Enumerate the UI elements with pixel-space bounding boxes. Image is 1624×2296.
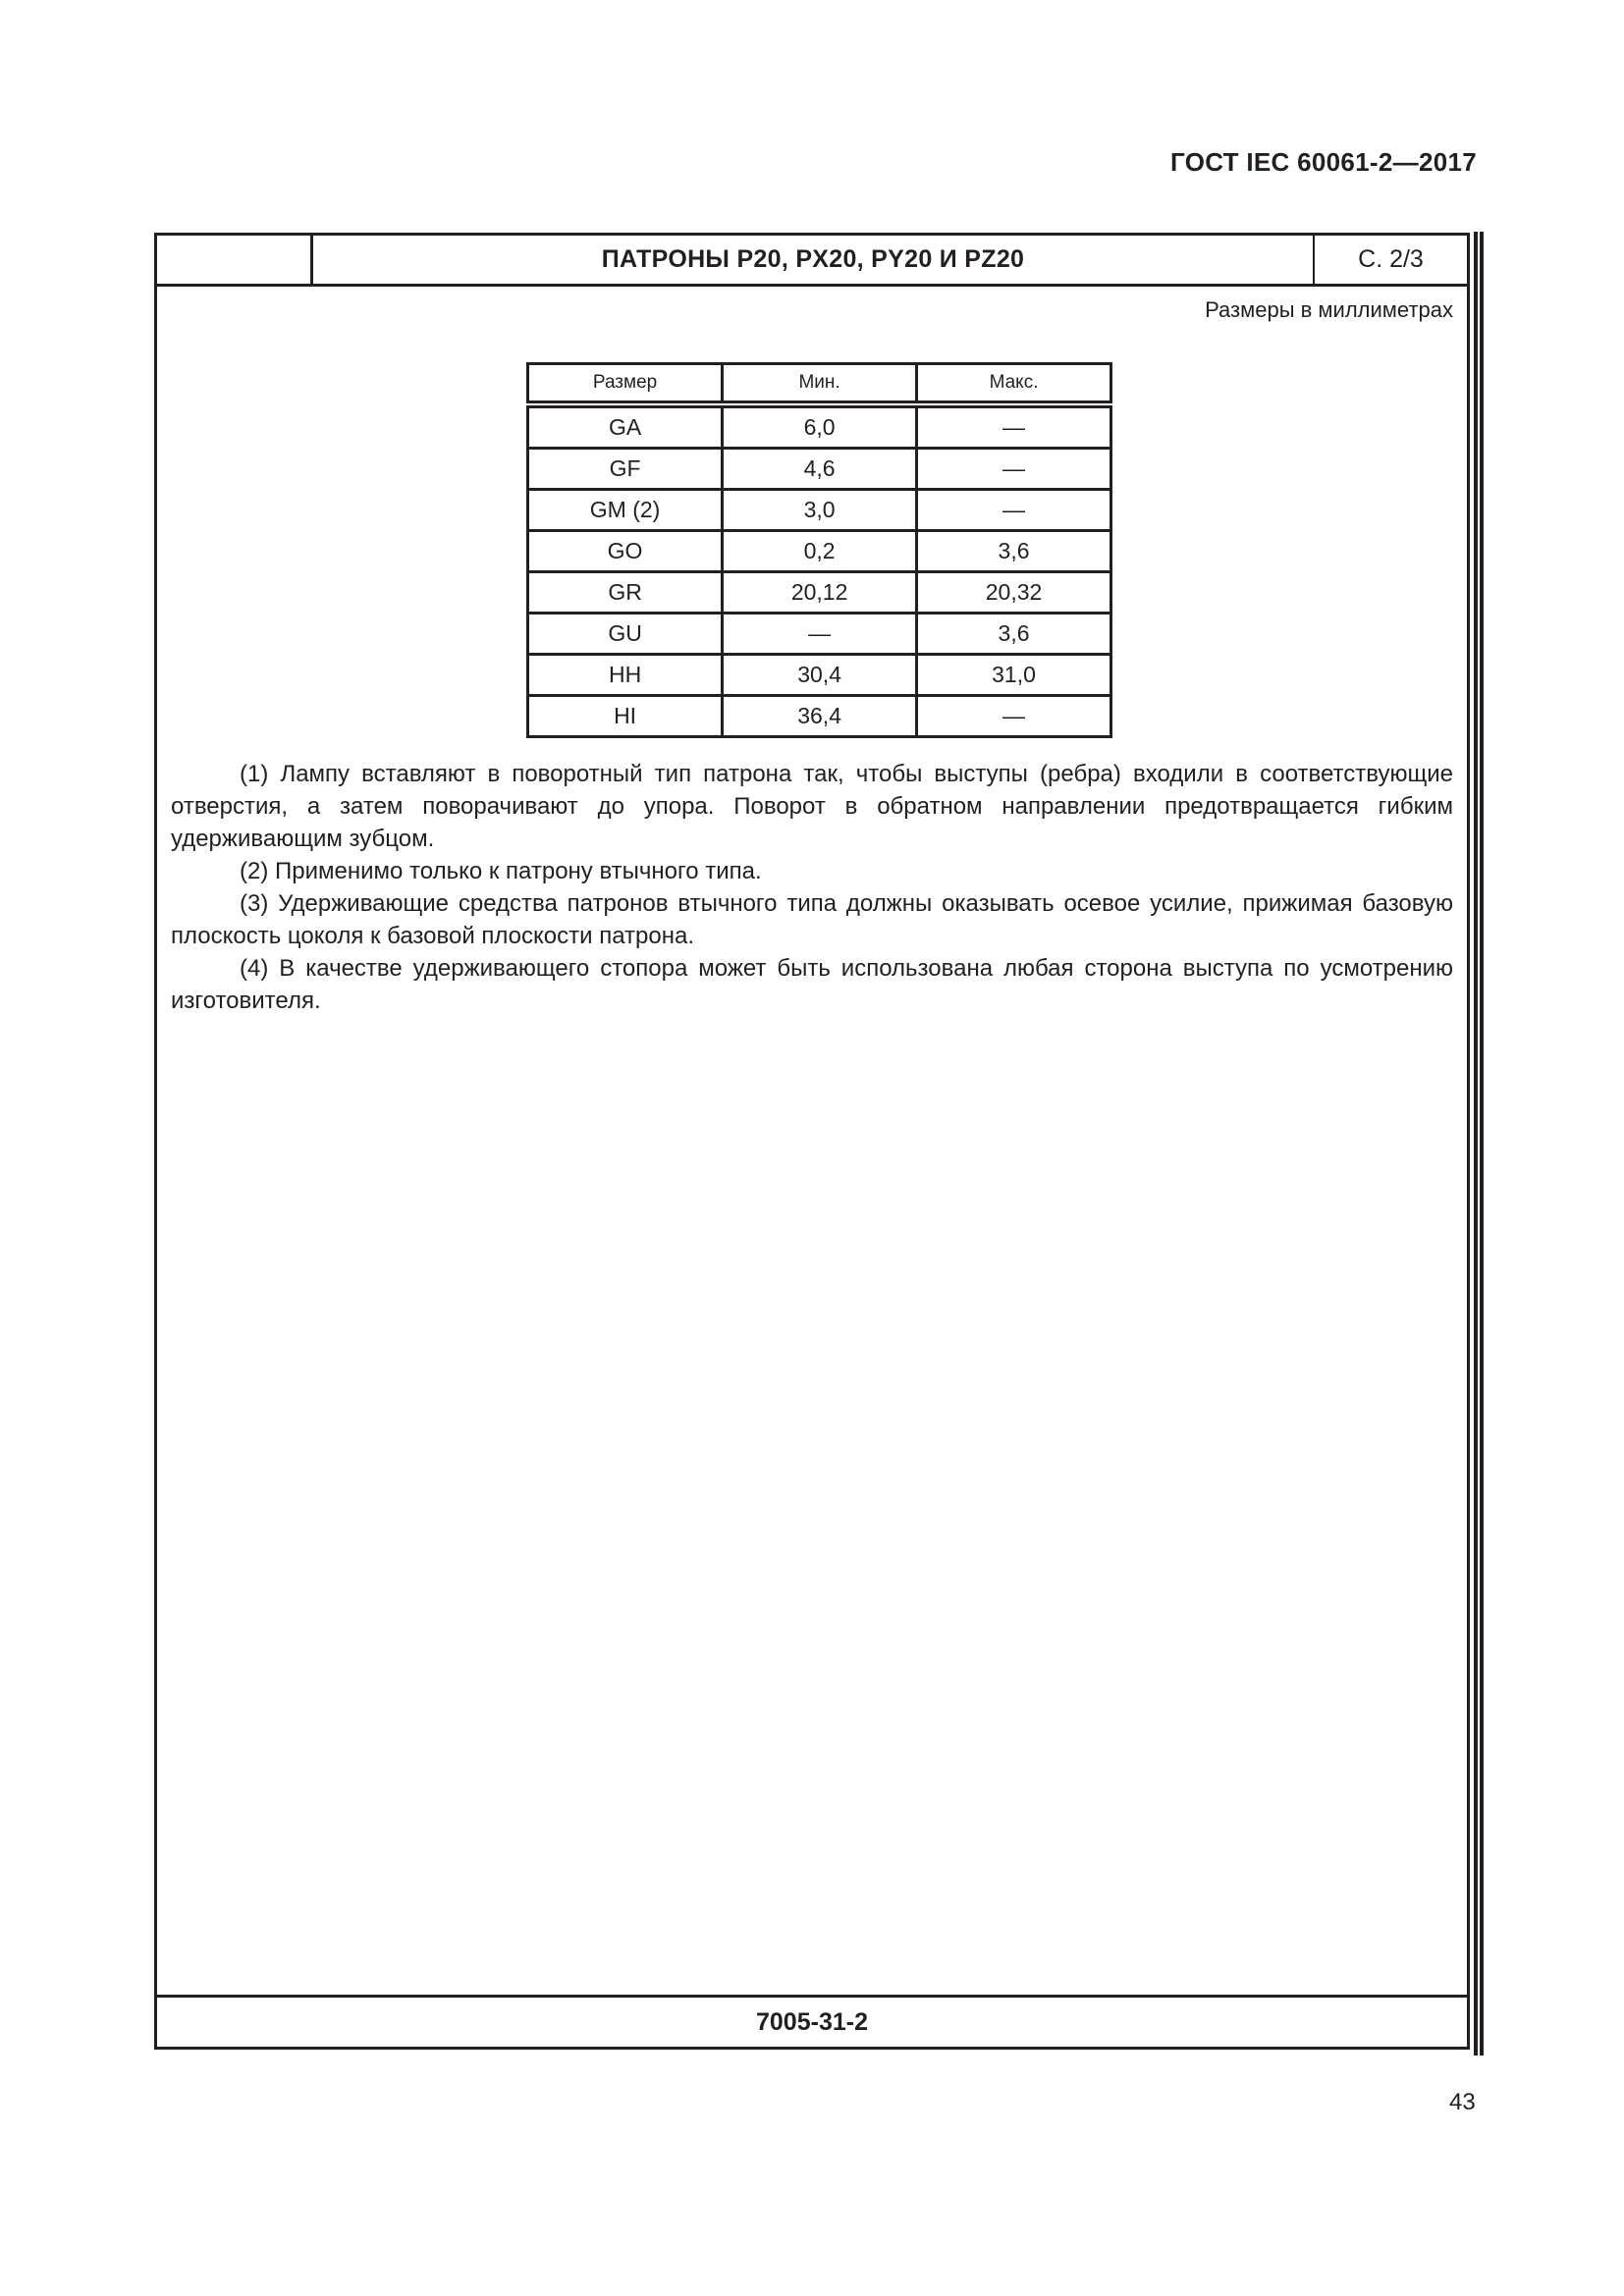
cell-max: —: [917, 404, 1111, 449]
cell-min: —: [723, 614, 917, 655]
cell-max: —: [917, 490, 1111, 531]
cell-size: HH: [528, 655, 723, 696]
cell-size: GR: [528, 572, 723, 614]
table-row: [528, 572, 1111, 614]
cell-max: —: [917, 449, 1111, 490]
cell-min: 20,12: [723, 572, 917, 614]
cell-max: 3,6: [917, 531, 1111, 572]
cell-max: 20,32: [917, 572, 1111, 614]
standard-code: ГОСТ IEC 60061-2—2017: [1170, 147, 1477, 177]
frame-double-rule-inner: [1474, 232, 1478, 2056]
cell-size: GU: [528, 614, 723, 655]
cell-max: —: [917, 696, 1111, 737]
dimensions-table: [526, 362, 1112, 738]
cell-max: 31,0: [917, 655, 1111, 696]
table-row: [528, 614, 1111, 655]
note-4: (4) В качестве удерживающего стопора может быть использована любая сторона выступа по усмотрению изготовителя.: [171, 955, 1453, 1014]
note-2: (2) Применимо только к патрону втычного типа.: [240, 858, 762, 884]
table-row: [528, 531, 1111, 572]
sheet-header: [157, 236, 1467, 287]
note-1: (1) Лампу вставляют в поворотный тип патрона так, чтобы выступы (ребра) входили в соответствующие отверстия, а затем поворачивают до упора. Поворот в обратном направлении предотвращается гибким удерживающим зубцом.: [171, 761, 1453, 852]
column-header-min: Мин.: [723, 364, 917, 405]
cell-size: HI: [528, 696, 723, 737]
cell-min: 4,6: [723, 449, 917, 490]
sheet-footer-code: 7005-31-2: [157, 1995, 1467, 2047]
sheet-title: ПАТРОНЫ P20, PX20, PY20 И PZ20: [313, 236, 1315, 284]
column-header-size: Размер: [528, 364, 723, 405]
cell-size: GF: [528, 449, 723, 490]
cell-size: GM (2): [528, 490, 723, 531]
cell-min: 0,2: [723, 531, 917, 572]
table-row: [528, 696, 1111, 737]
cell-min: 3,0: [723, 490, 917, 531]
cell-max: 3,6: [917, 614, 1111, 655]
notes-section: [171, 758, 1453, 1017]
column-header-max: Макс.: [917, 364, 1111, 405]
sheet-frame: [154, 233, 1470, 2050]
table-row: [528, 404, 1111, 449]
table-header-row: [528, 364, 1111, 405]
sheet-reference: С. 2/3: [1358, 245, 1424, 273]
cell-min: 6,0: [723, 404, 917, 449]
cell-min: 30,4: [723, 655, 917, 696]
frame-double-rule-outer: [1480, 232, 1484, 2056]
table-row: [528, 655, 1111, 696]
cell-size: GA: [528, 404, 723, 449]
cell-size: GO: [528, 531, 723, 572]
page-number: 43: [1449, 2089, 1476, 2115]
note-3: (3) Удерживающие средства патронов втычного типа должны оказывать осевое усилие, прижимая базовую плоскость цоколя к базовой плоскости патрона.: [171, 890, 1453, 949]
units-note: Размеры в миллиметрах: [1205, 297, 1453, 322]
table-row: [528, 490, 1111, 531]
table-row: [528, 449, 1111, 490]
cell-min: 36,4: [723, 696, 917, 737]
header-empty-cell: [157, 236, 313, 284]
